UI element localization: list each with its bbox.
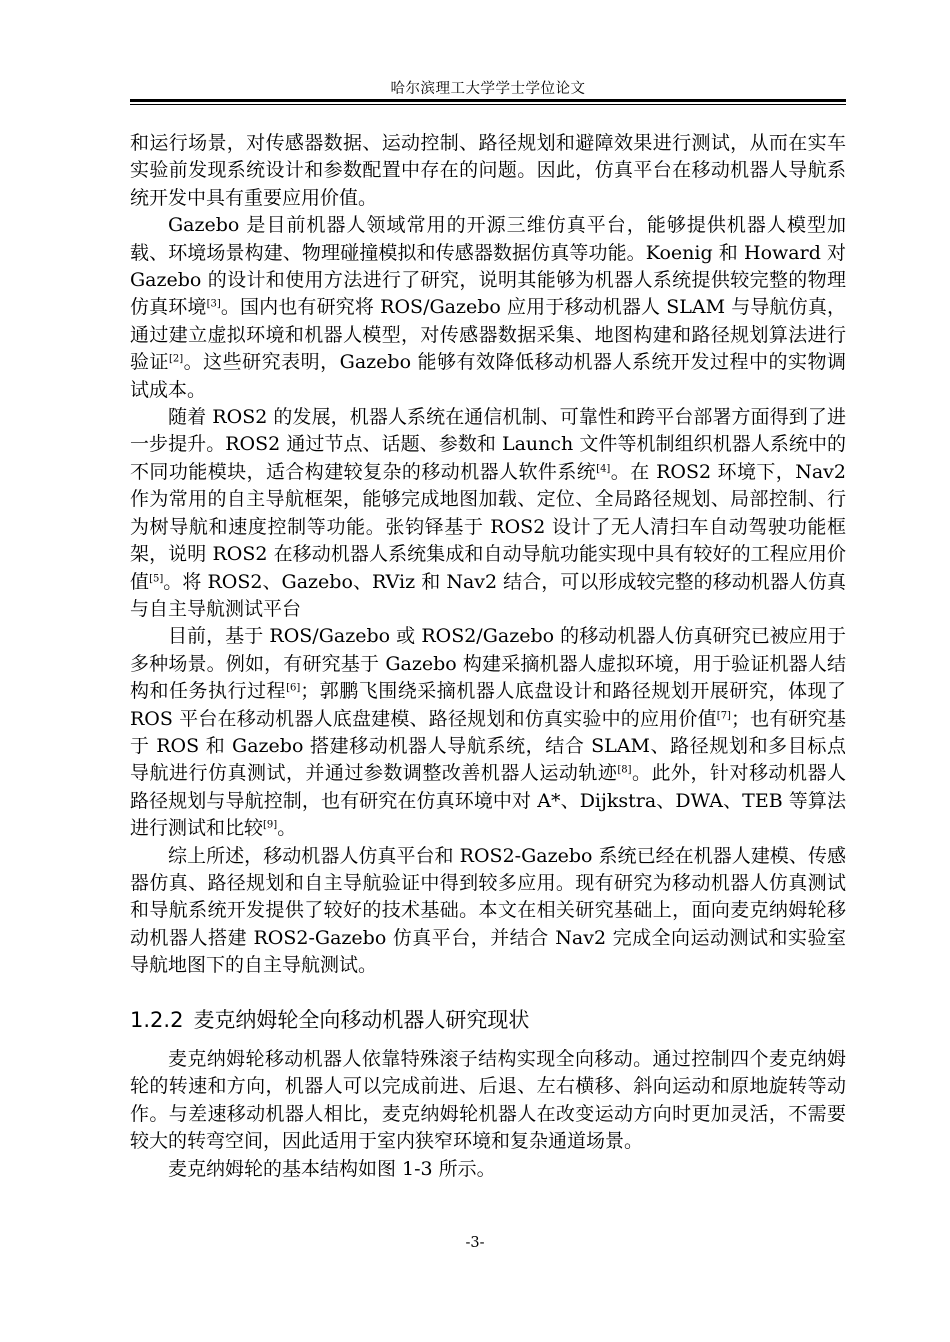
page-number: -3- <box>465 1235 485 1251</box>
section-number: 1.2.2 <box>130 1008 184 1032</box>
section-paragraph-2: 麦克纳姆轮的基本结构如图 1-3 所示。 <box>168 1157 496 1180</box>
paragraph-4-text-c: ；也有研究基于 ROS 和 Gazebo 搭建移动机器人导航系统，结合 SLAM、路径规划和多目标点导航进行仿真测试，并通过参数调整改善机器人运动轨迹 <box>130 707 846 785</box>
citation-7: [7] <box>716 710 731 722</box>
paragraph-4 <box>130 623 846 842</box>
section-body-text <box>130 1046 846 1183</box>
paragraph-1 <box>130 130 846 212</box>
citation-2: [2] <box>169 353 184 365</box>
paragraph-4-text-a: 目前，基于 ROS/Gazebo 或 ROS2/Gazebo 的移动机器人仿真研究已被应用于多种场景。例如，有研究基于 Gazebo 构建采摘机器人虚拟环境，用于验证机器人结构和任务执行过程 <box>130 625 846 703</box>
citation-3: [3] <box>206 298 221 310</box>
section-heading <box>130 1003 846 1037</box>
citation-5: [5] <box>149 573 164 584</box>
citation-6: [6] <box>286 682 301 694</box>
paragraph-5-text: 综上所述，移动机器人仿真平台和 ROS2-Gazebo 系统已经在机器人建模、传感器仿真、路径规划和自主导航验证中得到较多应用。现有研究为移动机器人仿真测试和导航系统开发提供了较好的技术基础。本文在相关研究基础上，面向麦克纳姆轮移动机器人搭建 ROS2-Gazebo 仿真平台，并结合 Nav2 完成全向运动测试和实验室导航地图下的自主导航测试。 <box>130 844 846 977</box>
paragraph-4-text-b: ；郭鹏飞围绕采摘机器人底盘设计和路径规划开展研究，体现了 ROS 平台在移动机器人底盘建模、路径规划和仿真实验中的应用价值 <box>130 680 846 730</box>
paragraph-2 <box>130 212 846 404</box>
citation-8: [8] <box>617 764 632 776</box>
paragraph-4-text-e: 。 <box>277 817 297 840</box>
paragraph-4-text-d: 。此外，针对移动机器人路径规划与导航控制，也有研究在仿真环境中对 A*、Dijkstra、DWA、TEB 等算法进行测试和比较 <box>130 762 846 840</box>
header-rule-thick <box>130 99 846 102</box>
paragraph-2-text-c: 。这些研究表明，Gazebo 能够有效降低移动机器人系统开发过程中的实物调试成本。 <box>130 351 846 401</box>
paragraph-5 <box>130 843 846 980</box>
header-rule-thin <box>130 104 846 105</box>
body-text <box>130 130 846 980</box>
paragraph-1-text: 和运行场景，对传感器数据、运动控制、路径规划和避障效果进行测试，从而在实车实验前发现系统设计和参数配置中存在的问题。因此，仿真平台在移动机器人导航系统开发中具有重要应用价值。 <box>130 132 846 209</box>
paragraph-3 <box>130 404 846 623</box>
paragraph-3-text-a: 随着 ROS2 的发展，机器人系统在通信机制、可靠性和跨平台部署方面得到了进一步提升。ROS2 通过节点、话题、参数和 Launch 文件等机制组织机器人系统中的不同功能模块，适合构建较复杂的移动机器人软件系统 <box>130 406 846 483</box>
paragraph-2-text-b: 。国内也有研究将 ROS/Gazebo 应用于移动机器人 SLAM 与导航仿真，通过建立虚拟环境和机器人模型，对传感器数据采集、地图构建和路径规划算法进行验证 <box>130 296 846 374</box>
paragraph-3-text-b: 。在 ROS2 环境下，Nav2 作为常用的自主导航框架，能够完成地图加载、定位、全局路径规划、局部控制、行为树导航和速度控制等功能。张钧铎基于 ROS2 设计了无人清扫车自动驾驶功能框架，说明 ROS2 在移动机器人系统集成和自动导航功能实现中具有较好的工程应用价值 <box>130 460 846 593</box>
paragraph-2-text-a: Gazebo 是目前机器人领域常用的开源三维仿真平台，能够提供机器人模型加载、环境场景构建、物理碰撞模拟和传感器数据仿真等功能。Koenig 和 Howard 对 Gazebo 的设计和使用方法进行了研究，说明其能够为机器人系统提供较完整的物理仿真环境 <box>130 214 846 319</box>
running-header: 哈尔滨理工大学学士学位论文 <box>390 81 586 97</box>
paragraph-3-text-c: 。将 ROS2、Gazebo、RViz 和 Nav2 结合，可以形成较完整的移动机器人仿真与自主导航测试平台 <box>130 570 846 620</box>
section-paragraph-1: 麦克纳姆轮移动机器人依靠特殊滚子结构实现全向移动。通过控制四个麦克纳姆轮的转速和方向，机器人可以完成前进、后退、左右横移、斜向运动和原地旋转等动作。与差速移动机器人相比，麦克纳姆轮机器人在改变运动方向时更加灵活，不需要较大的转弯空间，因此适用于室内狭窄环境和复杂通道场景。 <box>130 1048 846 1153</box>
citation-9: [9] <box>263 819 278 831</box>
citation-4: [4] <box>596 463 611 475</box>
section-title: 麦克纳姆轮全向移动机器人研究现状 <box>193 1008 530 1032</box>
